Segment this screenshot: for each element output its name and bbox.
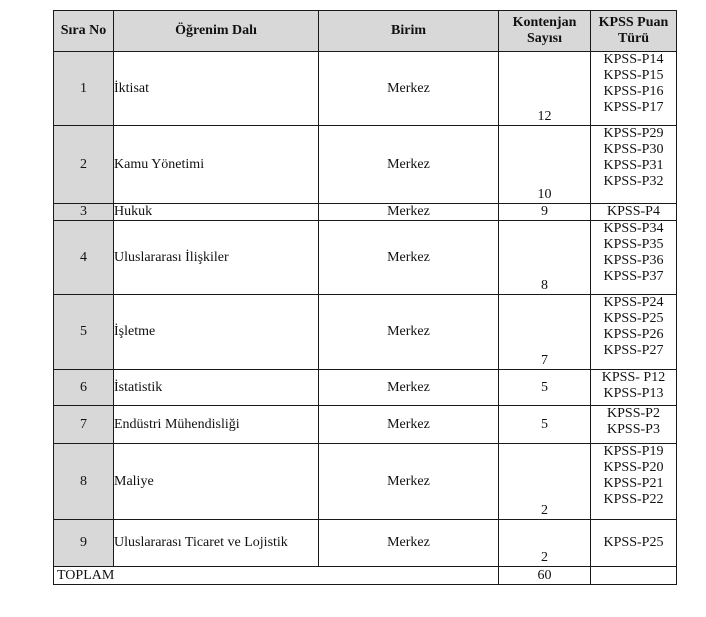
- quota-table: [53, 10, 677, 585]
- total-label: TOPLAM: [54, 567, 499, 585]
- row-dal: İktisat: [114, 52, 319, 126]
- header-puan: KPSS Puan Türü: [591, 11, 677, 52]
- row-kontenjan: 7: [499, 295, 591, 370]
- row-no: 3: [54, 204, 114, 221]
- puan-item: KPSS-P29: [603, 126, 664, 141]
- puan-item: KPSS-P27: [603, 343, 664, 358]
- table-row: [54, 204, 677, 221]
- table-row: [54, 406, 677, 444]
- table-row: [54, 221, 677, 295]
- puan-item: KPSS-P36: [603, 253, 664, 268]
- row-birim: Merkez: [319, 444, 499, 520]
- puan-item: KPSS-P35: [603, 237, 664, 252]
- row-kontenjan: 2: [499, 444, 591, 520]
- puan-item: KPSS-P30: [603, 142, 664, 157]
- puan-item: KPSS-P17: [603, 100, 664, 115]
- puan-item: KPSS-P20: [603, 460, 664, 475]
- total-row: [54, 567, 677, 585]
- row-kontenjan: 9: [499, 204, 591, 221]
- header-kontenjan: Kontenjan Sayısı: [499, 11, 591, 52]
- row-dal: Kamu Yönetimi: [114, 126, 319, 204]
- puan-item: KPSS-P22: [603, 492, 664, 507]
- row-puan: [591, 444, 677, 520]
- row-birim: Merkez: [319, 406, 499, 444]
- puan-item: KPSS-P31: [603, 158, 664, 173]
- row-kontenjan: 10: [499, 126, 591, 204]
- row-puan: [591, 370, 677, 406]
- puan-item: KPSS-P14: [603, 52, 664, 67]
- row-no: 9: [54, 520, 114, 567]
- row-dal: Uluslararası Ticaret ve Lojistik: [114, 520, 319, 567]
- row-birim: Merkez: [319, 204, 499, 221]
- table-row: [54, 444, 677, 520]
- puan-item: KPSS-P19: [603, 444, 664, 459]
- table-row: [54, 520, 677, 567]
- row-birim: Merkez: [319, 520, 499, 567]
- puan-item: KPSS-P2: [607, 406, 660, 421]
- header-no: Sıra No: [54, 11, 114, 52]
- row-no: 4: [54, 221, 114, 295]
- table-row: [54, 370, 677, 406]
- row-puan: [591, 52, 677, 126]
- row-puan: [591, 221, 677, 295]
- table-row: [54, 295, 677, 370]
- row-kontenjan: 12: [499, 52, 591, 126]
- row-dal: Maliye: [114, 444, 319, 520]
- row-dal: İşletme: [114, 295, 319, 370]
- row-puan: [591, 204, 677, 221]
- puan-item: KPSS-P15: [603, 68, 664, 83]
- row-puan: [591, 406, 677, 444]
- row-kontenjan: 5: [499, 406, 591, 444]
- row-birim: Merkez: [319, 221, 499, 295]
- row-dal: Uluslararası İlişkiler: [114, 221, 319, 295]
- row-no: 6: [54, 370, 114, 406]
- puan-item: KPSS- P12: [601, 370, 666, 385]
- row-no: 5: [54, 295, 114, 370]
- header-row: [54, 11, 677, 52]
- puan-item: KPSS-P37: [603, 269, 664, 284]
- table-row: [54, 52, 677, 126]
- table-row: [54, 126, 677, 204]
- total-empty-cell: [591, 567, 677, 585]
- row-birim: Merkez: [319, 126, 499, 204]
- puan-item: KPSS-P4: [607, 204, 660, 219]
- puan-item: KPSS-P26: [603, 327, 664, 342]
- puan-item: KPSS-P34: [603, 221, 664, 236]
- row-birim: Merkez: [319, 370, 499, 406]
- puan-item: KPSS-P16: [603, 84, 664, 99]
- row-no: 1: [54, 52, 114, 126]
- row-birim: Merkez: [319, 52, 499, 126]
- row-birim: Merkez: [319, 295, 499, 370]
- row-puan: [591, 295, 677, 370]
- row-kontenjan: 8: [499, 221, 591, 295]
- row-dal: İstatistik: [114, 370, 319, 406]
- puan-item: KPSS-P25: [603, 311, 664, 326]
- header-dal: Öğrenim Dalı: [114, 11, 319, 52]
- header-birim: Birim: [319, 11, 499, 52]
- row-kontenjan: 5: [499, 370, 591, 406]
- row-kontenjan: 2: [499, 520, 591, 567]
- row-puan: [591, 520, 677, 567]
- row-no: 7: [54, 406, 114, 444]
- puan-item: KPSS-P13: [603, 386, 664, 401]
- row-dal: Endüstri Mühendisliği: [114, 406, 319, 444]
- total-value: 60: [499, 567, 591, 585]
- row-no: 8: [54, 444, 114, 520]
- puan-item: KPSS-P21: [603, 476, 664, 491]
- puan-item: KPSS-P24: [603, 295, 664, 310]
- puan-item: KPSS-P3: [607, 422, 660, 437]
- row-puan: [591, 126, 677, 204]
- row-dal: Hukuk: [114, 204, 319, 221]
- puan-item: KPSS-P32: [603, 174, 664, 189]
- puan-item: KPSS-P25: [603, 535, 664, 550]
- row-no: 2: [54, 126, 114, 204]
